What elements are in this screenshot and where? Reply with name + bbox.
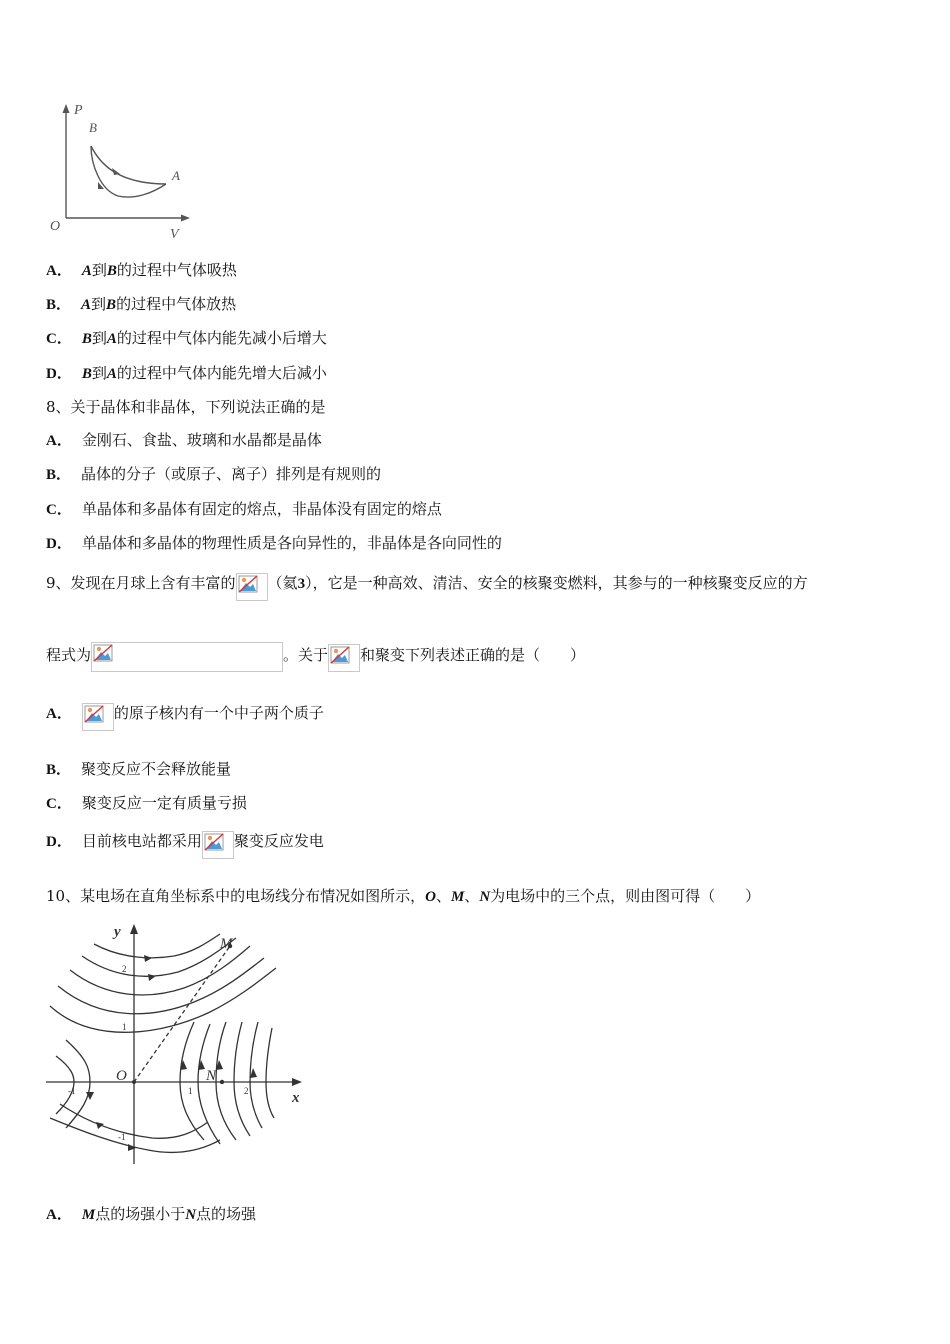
q8-option-d[interactable] xyxy=(46,532,502,555)
question-stem: 、 xyxy=(435,887,451,905)
field-line xyxy=(58,958,264,1014)
tick-x-neg1: -1 xyxy=(68,1086,76,1096)
q9-stem-line1 xyxy=(46,566,808,601)
var-n: N xyxy=(185,1207,197,1223)
axis-label-y: y xyxy=(114,924,121,940)
label-m: M xyxy=(220,936,233,952)
field-line xyxy=(266,1028,274,1118)
q9-option-c[interactable] xyxy=(46,792,247,815)
axis-label-x: x xyxy=(292,1090,300,1106)
option-label: D． xyxy=(46,536,72,552)
tick-x-1: 1 xyxy=(188,1086,193,1096)
field-line xyxy=(216,1022,236,1140)
label-n: N xyxy=(206,1068,217,1084)
q9-option-b[interactable] xyxy=(46,758,231,781)
pv-label-p: P xyxy=(74,103,83,118)
electric-field-figure xyxy=(44,918,310,1168)
point-o xyxy=(132,1080,136,1084)
question-stem: 程式为 xyxy=(46,646,92,664)
question-stem: 8、关于晶体和非晶体，下列说法正确的是 xyxy=(46,398,326,416)
q10-option-a[interactable] xyxy=(46,1203,256,1226)
question-stem: （氦 xyxy=(267,574,298,592)
option-text: 聚变反应一定有质量亏损 xyxy=(81,794,247,812)
broken-image-icon xyxy=(328,644,360,672)
var-m: M xyxy=(450,889,465,905)
question-stem: ），它是一种高效、清洁、安全的核聚变燃料，其参与的一种核聚变反应的方 xyxy=(305,574,808,592)
field-line xyxy=(94,934,220,958)
option-label: B． xyxy=(46,762,72,778)
option-label: D． xyxy=(46,366,72,382)
broken-image-icon xyxy=(202,831,234,859)
var-a: A xyxy=(106,366,117,382)
pv-label-v: V xyxy=(170,227,179,242)
q7-option-b[interactable] xyxy=(46,293,236,316)
pv-label-b: B xyxy=(89,120,97,135)
option-label: D． xyxy=(46,834,72,850)
field-line xyxy=(56,1056,74,1114)
tick-x-2: 2 xyxy=(244,1086,249,1096)
option-text: 到 xyxy=(91,295,107,313)
var-b: B xyxy=(106,263,117,279)
var-b: B xyxy=(81,331,92,347)
option-label: A． xyxy=(46,433,72,449)
var-b: B xyxy=(81,366,92,382)
option-text: 到 xyxy=(91,329,107,347)
option-text: 晶体的分子（或原子、离子）排列是有规则的 xyxy=(81,465,382,483)
tick-y-2: 2 xyxy=(122,964,127,974)
pv-label-o: O xyxy=(50,219,61,234)
option-text: 的过程中气体内能先减小后增大 xyxy=(116,329,327,347)
option-text: 到 xyxy=(91,261,107,279)
q8-stem xyxy=(46,396,326,418)
var-m: M xyxy=(81,1207,96,1223)
q10-stem xyxy=(46,885,760,908)
option-text: 的过程中气体内能先增大后减小 xyxy=(116,364,327,382)
x-axis-arrow xyxy=(292,1078,302,1086)
var-a: A xyxy=(81,297,92,313)
option-label: C． xyxy=(46,331,72,347)
option-label: A． xyxy=(46,263,72,279)
upper-curve-arrow xyxy=(112,168,120,175)
v-axis-arrow xyxy=(181,215,190,222)
question-stem: 。关于 xyxy=(283,646,329,664)
tick-y-1: 1 xyxy=(122,1022,127,1032)
var-a: A xyxy=(81,263,92,279)
pv-label-a: A xyxy=(172,168,180,183)
option-text: 的原子核内有一个中子两个质子 xyxy=(113,704,324,722)
field-line xyxy=(234,1022,250,1136)
point-n xyxy=(220,1080,224,1084)
q9-stem-line2 xyxy=(46,638,585,672)
q7-option-a[interactable] xyxy=(46,259,237,282)
q8-option-b[interactable] xyxy=(46,463,381,486)
q8-option-c[interactable] xyxy=(46,498,442,521)
broken-image-icon xyxy=(236,573,268,601)
option-text: 单晶体和多晶体有固定的熔点，非晶体没有固定的熔点 xyxy=(81,500,442,518)
lower-curve xyxy=(91,146,166,197)
option-label: B． xyxy=(46,467,72,483)
option-label: A． xyxy=(46,1207,72,1223)
question-stem: 10、某电场在直角坐标系中的电场线分布情况如图所示， xyxy=(46,887,426,905)
broken-image-icon xyxy=(82,703,114,731)
field-arrow xyxy=(128,1144,136,1151)
option-label: C． xyxy=(46,796,72,812)
option-text: 点的场强小于 xyxy=(95,1205,186,1223)
option-label: B． xyxy=(46,297,72,313)
p-axis-arrow xyxy=(63,104,70,113)
field-arrow xyxy=(148,974,156,981)
option-text: 目前核电站都采用 xyxy=(81,832,202,850)
option-text: 聚变反应不会释放能量 xyxy=(81,760,232,778)
option-text: 到 xyxy=(91,364,107,382)
option-label: C． xyxy=(46,502,72,518)
option-text: 单晶体和多晶体的物理性质是各向异性的，非晶体是各向同性的 xyxy=(81,534,502,552)
y-axis-arrow xyxy=(130,924,138,934)
q9-option-d[interactable] xyxy=(46,824,324,859)
upper-curve xyxy=(91,146,166,184)
var-o: O xyxy=(425,889,436,905)
label-o: O xyxy=(116,1068,127,1084)
question-stem: 为电场中的三个点，则由图可得（ ） xyxy=(490,887,761,905)
tick-y-neg1: -1 xyxy=(118,1132,126,1142)
question-stem: 9、发现在月球上含有丰富的 xyxy=(46,574,236,592)
option-text: 金刚石、食盐、玻璃和水晶都是晶体 xyxy=(81,431,322,449)
var-b: B xyxy=(106,297,117,313)
field-arrow xyxy=(250,1068,257,1078)
field-arrow xyxy=(144,955,152,962)
question-stem: 、 xyxy=(464,887,480,905)
q7-option-c[interactable] xyxy=(46,327,327,350)
q7-option-d[interactable] xyxy=(46,362,327,385)
option-text: 的过程中气体放热 xyxy=(116,295,237,313)
option-text: 点的场强 xyxy=(196,1205,257,1223)
pv-graph-figure xyxy=(44,96,194,244)
field-line xyxy=(180,1022,204,1140)
q8-option-a[interactable] xyxy=(46,429,322,452)
option-text: 的过程中气体吸热 xyxy=(116,261,237,279)
var-n: N xyxy=(479,889,491,905)
option-label: A． xyxy=(46,706,72,722)
var-a: A xyxy=(106,331,117,347)
question-stem: 和聚变下列表述正确的是（ ） xyxy=(360,646,586,664)
broken-image-icon xyxy=(91,642,283,672)
option-text: 聚变反应发电 xyxy=(233,832,324,850)
helium-mass-number: 3 xyxy=(297,576,306,592)
q9-option-a[interactable] xyxy=(46,696,324,731)
